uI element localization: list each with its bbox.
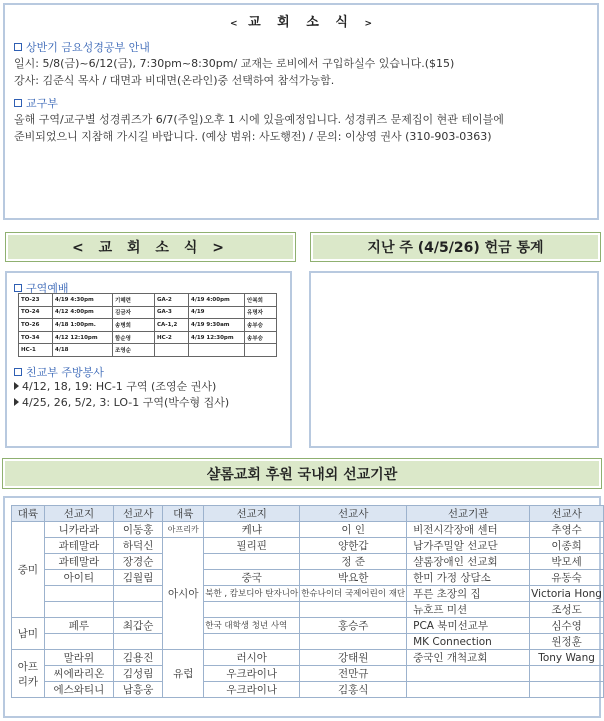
mission-cell: 씨에라리온 bbox=[44, 666, 113, 682]
mission-header-cell: 대륙 bbox=[163, 506, 204, 522]
mission-cell bbox=[114, 602, 163, 618]
bible-study-line-1: 일시: 5/8(금)~6/12(금), 7:30pm~8:30pm/ 교재는 로비에서 구입하실수 있습니다.($15) bbox=[14, 57, 455, 70]
mission-header-cell: 선교사 bbox=[300, 506, 407, 522]
church-news-header: < 교 회 소 식 > bbox=[6, 233, 295, 261]
mission-row bbox=[12, 602, 604, 618]
schedule-cell: 안복희 bbox=[245, 294, 277, 307]
schedule-row bbox=[19, 294, 277, 307]
mission-cell: 우크라이나 bbox=[204, 682, 300, 698]
mission-cell: 박요한 bbox=[300, 570, 407, 586]
schedule-cell: 4/19 bbox=[189, 306, 245, 319]
schedule-cell: GA-3 bbox=[155, 306, 189, 319]
mission-cell: 과테말라 bbox=[44, 538, 113, 554]
mission-header-cell: 선교사 bbox=[530, 506, 604, 522]
mission-cell: 추영수 bbox=[530, 522, 604, 538]
mission-cell: 러시아 bbox=[204, 650, 300, 666]
mission-header-cell: 선교지 bbox=[44, 506, 113, 522]
mission-cell: 한국 대학생 청년 사역 bbox=[204, 618, 300, 634]
continent-cell: 남미 bbox=[12, 618, 45, 650]
schedule-cell bbox=[155, 344, 189, 357]
news-title-text: 교 회 소 식 bbox=[248, 15, 354, 30]
kitchen-service-item bbox=[14, 394, 229, 410]
mission-cell bbox=[300, 634, 407, 650]
schedule-cell: 김금자 bbox=[113, 306, 155, 319]
mission-cell bbox=[300, 602, 407, 618]
mission-cell bbox=[204, 602, 300, 618]
mission-cell: 김월림 bbox=[114, 570, 163, 586]
mission-header-cell: 선교지 bbox=[204, 506, 300, 522]
mission-header: 샬롬교회 후원 국내외 선교기관 bbox=[3, 459, 601, 488]
mission-cell: 우크라이나 bbox=[204, 666, 300, 682]
mission-cell bbox=[44, 602, 113, 618]
parish-heading-text: 교구부 bbox=[26, 97, 58, 110]
mission-cell: 김용진 bbox=[114, 650, 163, 666]
continent-label: 리카 bbox=[17, 675, 39, 688]
mission-cell: 말라위 bbox=[44, 650, 113, 666]
mission-cell: 샬롬장애인 선교회 bbox=[407, 554, 530, 570]
mission-header-cell: 대륙 bbox=[12, 506, 45, 522]
mission-cell: 남흥웅 bbox=[114, 682, 163, 698]
mission-row bbox=[12, 538, 604, 554]
mission-cell bbox=[407, 666, 530, 682]
continent-cell: 아시아 bbox=[163, 538, 204, 650]
mission-row bbox=[12, 682, 604, 698]
continent-cell: 중미 bbox=[12, 522, 45, 618]
mission-cell: 니카라과 bbox=[44, 522, 113, 538]
schedule-cell: HC-2 bbox=[155, 331, 189, 344]
mission-cell: 전만규 bbox=[300, 666, 407, 682]
mission-row bbox=[12, 618, 604, 634]
mission-cell: 이동홍 bbox=[114, 522, 163, 538]
schedule-cell: 4/19 4:30pm bbox=[53, 294, 113, 307]
continent-label: 아프 bbox=[17, 660, 39, 673]
continent-cell: 유럽 bbox=[163, 650, 204, 698]
offering-stats-box bbox=[309, 271, 599, 448]
triangle-bullet-icon bbox=[14, 398, 19, 406]
mission-cell: 김성림 bbox=[114, 666, 163, 682]
mission-cell: 비전시각장애 센터 bbox=[407, 522, 530, 538]
schedule-cell: TO-24 bbox=[19, 306, 53, 319]
mission-cell bbox=[204, 554, 300, 570]
mission-cell: 장경순 bbox=[114, 554, 163, 570]
bible-study-heading bbox=[14, 39, 597, 55]
mission-cell: 최갑순 bbox=[114, 618, 163, 634]
schedule-cell: TO-34 bbox=[19, 331, 53, 344]
schedule-cell: GA-2 bbox=[155, 294, 189, 307]
mission-cell bbox=[530, 682, 604, 698]
mission-cell: Victoria Hong bbox=[531, 587, 602, 600]
title-bracket-open: < bbox=[230, 19, 238, 29]
mission-cell: 중국 bbox=[204, 570, 300, 586]
mission-cell: 정 준 bbox=[300, 554, 407, 570]
kitchen-service-text: 4/25, 26, 5/2, 3: LO-1 구역(박수형 집사) bbox=[22, 396, 230, 409]
schedule-cell: TO-23 bbox=[19, 294, 53, 307]
mission-header-cell: 선교사 bbox=[114, 506, 163, 522]
mission-cell: 중국인 개척교회 bbox=[407, 650, 530, 666]
schedule-cell: 4/18 bbox=[53, 344, 113, 357]
mission-header-cell: 선교기관 bbox=[407, 506, 530, 522]
schedule-cell: 4/19 12:30pm bbox=[189, 331, 245, 344]
parish-line-1: 올해 구역/교구별 성경퀴즈가 6/7(주일)오후 1 시에 있을예정입니다. 성경퀴즈 문제집이 현관 테이블에 bbox=[14, 113, 504, 126]
schedule-cell: 기혜련 bbox=[113, 294, 155, 307]
schedule-cell: TO-26 bbox=[19, 319, 53, 332]
mission-row bbox=[12, 666, 604, 682]
square-bullet-icon bbox=[14, 368, 22, 376]
mission-cell: 북한 , 캄보디아 탄자니아 bbox=[204, 586, 300, 602]
mission-row bbox=[12, 634, 604, 650]
schedule-cell: 송병희 bbox=[113, 319, 155, 332]
schedule-row bbox=[19, 306, 277, 319]
mission-cell bbox=[44, 586, 113, 602]
offering-stats-header: 지난 주 (4/5/26) 헌금 통계 bbox=[311, 233, 600, 261]
mission-cell: 심수영 bbox=[530, 618, 604, 634]
mission-cell: 하덕신 bbox=[114, 538, 163, 554]
schedule-cell: 송부승 bbox=[245, 331, 277, 344]
mission-cell: 뉴호프 미션 bbox=[407, 602, 530, 618]
mission-cell: 유동숙 bbox=[530, 570, 604, 586]
kitchen-service-item bbox=[14, 378, 216, 394]
kitchen-service-text: 4/12, 18, 19: HC-1 구역 (조영순 권사) bbox=[22, 380, 217, 393]
mission-cell: 한슈나이더 국제어린이 재단 bbox=[300, 586, 407, 602]
schedule-cell: HC-1 bbox=[19, 344, 53, 357]
mission-cell: MK Connection bbox=[407, 634, 530, 650]
mission-cell: 과테말라 bbox=[44, 554, 113, 570]
mission-cell: PCA 북미선교부 bbox=[407, 618, 530, 634]
mission-cell: 에스와티니 bbox=[44, 682, 113, 698]
mission-cell: 아이티 bbox=[44, 570, 113, 586]
bible-study-line-2: 강사: 김준식 목사 / 대면과 비대면(온라인)중 선택하여 참석가능함. bbox=[14, 74, 335, 87]
district-schedule-table bbox=[18, 293, 277, 357]
title-bracket-close: > bbox=[364, 19, 372, 29]
mission-cell bbox=[44, 634, 113, 650]
mission-cell: 원정훈 bbox=[530, 634, 604, 650]
mission-row bbox=[12, 554, 604, 570]
mission-cell bbox=[530, 666, 604, 682]
schedule-cell: 4/19 4:00pm bbox=[189, 294, 245, 307]
mission-cell: 김홍식 bbox=[300, 682, 407, 698]
schedule-cell: 4/18 1:00pm. bbox=[53, 319, 113, 332]
mission-cell: 푸른 초장의 집 bbox=[407, 586, 530, 602]
mission-cell: 조성도 bbox=[530, 602, 604, 618]
mission-row bbox=[12, 522, 604, 538]
mission-row bbox=[12, 570, 604, 586]
church-news-panel bbox=[3, 3, 599, 220]
mission-row bbox=[12, 650, 604, 666]
mission-cell bbox=[114, 586, 163, 602]
mission-cell: 한미 가정 상담소 bbox=[407, 570, 530, 586]
mission-cell: 케냐 bbox=[204, 522, 300, 538]
schedule-row bbox=[19, 344, 277, 357]
mission-table bbox=[11, 505, 604, 698]
schedule-row bbox=[19, 319, 277, 332]
mission-cell: 홍승주 bbox=[300, 618, 407, 634]
schedule-cell bbox=[245, 344, 277, 357]
kitchen-service-heading-text: 친교부 주방봉사 bbox=[26, 366, 104, 379]
schedule-cell bbox=[189, 344, 245, 357]
mission-cell bbox=[204, 634, 300, 650]
news-title bbox=[5, 11, 597, 30]
bible-study-heading-text: 상반기 금요성경공부 안내 bbox=[26, 41, 150, 54]
schedule-cell: 4/19 9:30am bbox=[189, 319, 245, 332]
mission-cell: 필리핀 bbox=[204, 538, 300, 554]
mission-cell: 강태원 bbox=[300, 650, 407, 666]
parish-line-2: 준비되었으니 지참해 가시길 바랍니다. (예상 범위: 사도행전) / 문의: 이상영 권사 (310-903-0363) bbox=[14, 130, 492, 143]
mission-cell bbox=[407, 682, 530, 698]
parish-heading bbox=[14, 95, 597, 111]
continent-cell bbox=[12, 650, 45, 698]
district-worship-heading-text: 구역예배 bbox=[26, 282, 69, 295]
mission-cell: 페루 bbox=[44, 618, 113, 634]
mission-row bbox=[12, 586, 604, 602]
square-bullet-icon bbox=[14, 99, 22, 107]
schedule-cell: 4/12 12:10pm bbox=[53, 331, 113, 344]
mission-cell: 양한갑 bbox=[300, 538, 407, 554]
mission-cell: Tony Wang bbox=[530, 650, 604, 666]
schedule-cell: 유명자 bbox=[245, 306, 277, 319]
schedule-cell: 4/12 4:00pm bbox=[53, 306, 113, 319]
mission-cell: 이종희 bbox=[530, 538, 604, 554]
schedule-cell: 함순영 bbox=[113, 331, 155, 344]
mission-cell: 남가주밀알 선교단 bbox=[407, 538, 530, 554]
square-bullet-icon bbox=[14, 284, 22, 292]
schedule-cell: CA-1,2 bbox=[155, 319, 189, 332]
schedule-cell: 송부승 bbox=[245, 319, 277, 332]
mission-cell: 이 인 bbox=[300, 522, 407, 538]
schedule-cell: 조영순 bbox=[113, 344, 155, 357]
schedule-row bbox=[19, 331, 277, 344]
continent-cell: 아프리카 bbox=[163, 522, 204, 538]
mission-cell: 박모세 bbox=[530, 554, 604, 570]
square-bullet-icon bbox=[14, 43, 22, 51]
mission-cell bbox=[114, 634, 163, 650]
triangle-bullet-icon bbox=[14, 382, 19, 390]
